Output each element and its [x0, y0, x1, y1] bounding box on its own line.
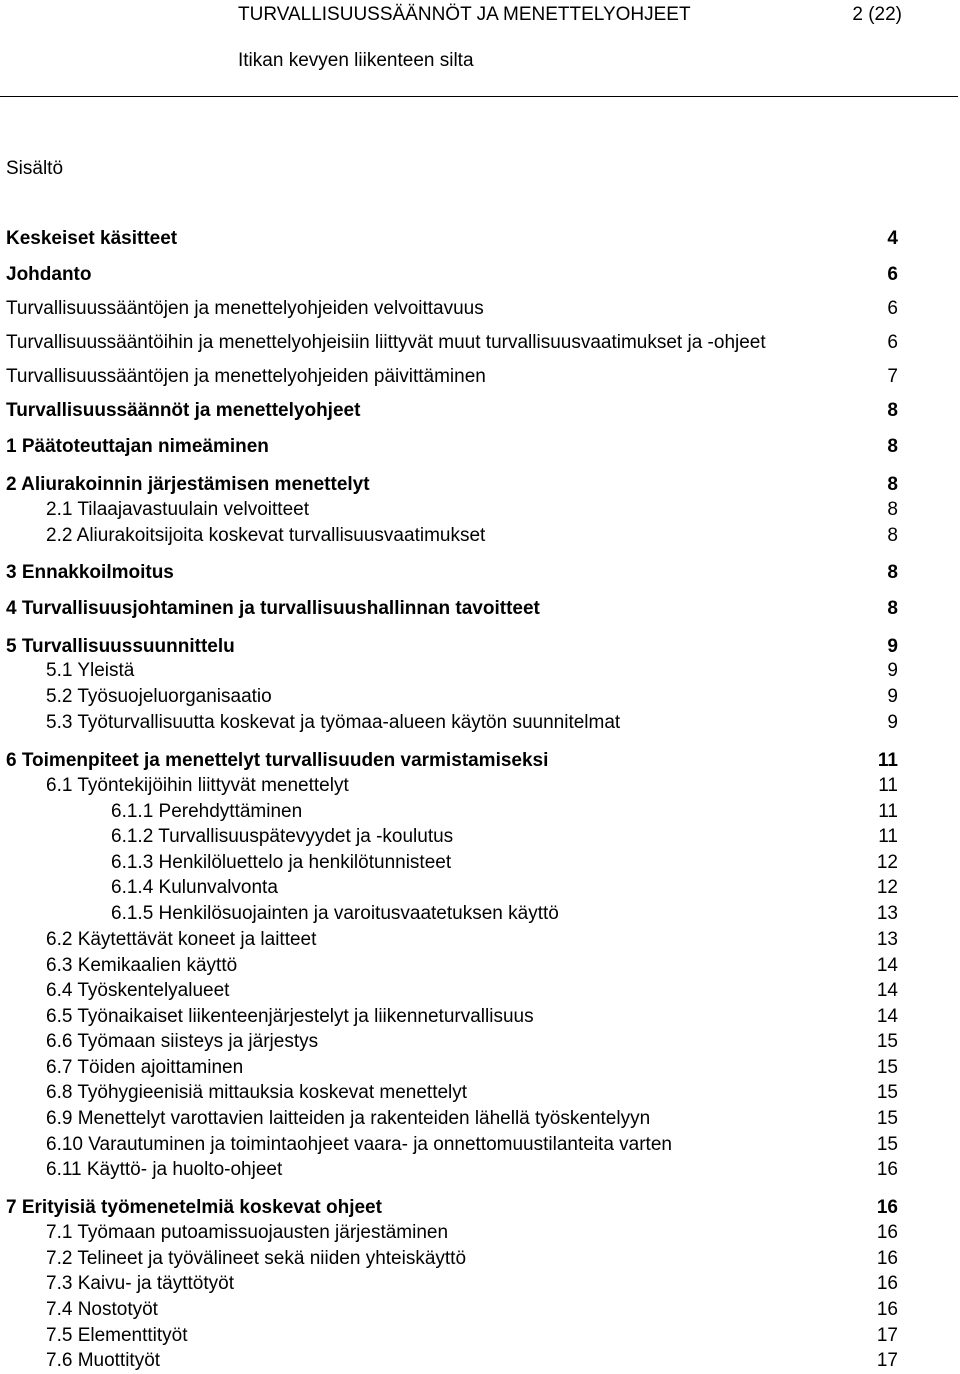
toc-entry-title: 7.2 Telineet ja työvälineet sekä niiden yhteiskäyttö [46, 1248, 467, 1269]
toc-entry-title: 5.1 Yleistä [46, 660, 135, 681]
toc-entry-page: 13 [876, 929, 898, 950]
toc-entry-title: Turvallisuussääntöjen ja menettelyohjeiden velvoittavuus [6, 298, 484, 319]
toc-entry-title: Turvallisuussääntöjen ja menettelyohjeiden päivittäminen [6, 366, 486, 387]
toc-entry-page: 8 [887, 400, 898, 421]
toc-entry-title: 7.5 Elementtityöt [46, 1325, 188, 1346]
toc-entry-page: 8 [887, 474, 898, 495]
toc-entry-title: Turvallisuussäännöt ja menettelyohjeet [6, 400, 361, 421]
toc-entry-page: 14 [876, 955, 898, 976]
toc-entry[interactable] [6, 955, 898, 977]
page-number: 2 (22) [852, 4, 902, 25]
toc-entry[interactable] [6, 1159, 898, 1181]
toc-entry[interactable] [6, 980, 898, 1002]
toc-entry[interactable] [6, 852, 898, 874]
toc-entry-title: 6.1.3 Henkilöluettelo ja henkilötunnisteet [111, 852, 452, 873]
toc-entry-page: 14 [876, 1006, 898, 1027]
toc-entry-page: 15 [876, 1031, 898, 1052]
toc-entry-title: 5 Turvallisuussuunnittelu [6, 636, 235, 657]
toc-entry-title: 7.4 Nostotyöt [46, 1299, 158, 1320]
toc-entry[interactable] [6, 499, 898, 521]
toc-entry-page: 11 [877, 750, 898, 771]
toc-entry[interactable] [6, 1222, 898, 1244]
toc-entry-page: 16 [876, 1197, 898, 1218]
toc-entry-page: 15 [876, 1082, 898, 1103]
toc-entry-title: 6.1 Työntekijöihin liittyvät menettelyt [46, 775, 349, 796]
toc-entry[interactable] [6, 801, 898, 823]
toc-entry[interactable] [6, 1031, 898, 1053]
toc-entry[interactable] [6, 332, 898, 354]
toc-entry-page: 9 [887, 712, 898, 733]
toc-entry-title: 6.6 Työmaan siisteys ja järjestys [46, 1031, 319, 1052]
toc-entry-page: 16 [876, 1159, 898, 1180]
toc-entry-title: Johdanto [6, 264, 92, 285]
toc-entry[interactable] [6, 1350, 898, 1372]
toc-entry[interactable] [6, 298, 898, 320]
toc-entry-title: 6.5 Työnaikaiset liikenteenjärjestelyt ja liikenneturvallisuus [46, 1006, 534, 1027]
toc-entry[interactable] [6, 366, 898, 388]
toc-entry-page: 6 [887, 298, 898, 319]
toc-entry[interactable] [6, 877, 898, 899]
toc-entry-page: 16 [876, 1273, 898, 1294]
toc-entry[interactable] [6, 1299, 898, 1321]
toc-entry-title: 3 Ennakkoilmoitus [6, 562, 174, 583]
toc-entry-page: 15 [876, 1057, 898, 1078]
toc-entry[interactable] [6, 228, 898, 250]
toc-entry[interactable] [6, 686, 898, 708]
toc-entry-title: 2.2 Aliurakoitsijoita koskevat turvallisuusvaatimukset [46, 525, 486, 546]
toc-entry[interactable] [6, 562, 898, 584]
toc-entry[interactable] [6, 712, 898, 734]
toc-entry-page: 12 [876, 877, 898, 898]
toc-entry[interactable] [6, 1082, 898, 1104]
toc-entry-title: 7 Erityisiä työmenetelmiä koskevat ohjeet [6, 1197, 382, 1218]
toc-entry-page: 14 [876, 980, 898, 1001]
toc-entry-page: 8 [887, 562, 898, 583]
toc-entry-title: 6.10 Varautuminen ja toimintaohjeet vaara- ja onnettomuustilanteita varten [46, 1134, 672, 1155]
toc-entry-title: 6.8 Työhygieenisiä mittauksia koskevat menettelyt [46, 1082, 468, 1103]
toc-entry-page: 15 [876, 1108, 898, 1129]
toc-entry-page: 13 [876, 903, 898, 924]
toc-entry[interactable] [6, 826, 898, 848]
toc-entry-page: 16 [876, 1299, 898, 1320]
toc-entry-page: 16 [876, 1222, 898, 1243]
toc-entry[interactable] [6, 1273, 898, 1295]
toc-entry-page: 9 [887, 636, 898, 657]
toc-entry[interactable] [6, 1134, 898, 1156]
toc-entry[interactable] [6, 636, 898, 658]
toc-entry[interactable] [6, 598, 898, 620]
toc-entry-title: 6.1.1 Perehdyttäminen [111, 801, 303, 822]
toc-entry-title: 6.2 Käytettävät koneet ja laitteet [46, 929, 317, 950]
toc-entry-page: 9 [887, 686, 898, 707]
toc-entry-title: 7.1 Työmaan putoamissuojausten järjestäminen [46, 1222, 449, 1243]
toc-entry-page: 6 [887, 264, 898, 285]
toc-entry[interactable] [6, 525, 898, 547]
toc-entry[interactable] [6, 474, 898, 496]
toc-entry[interactable] [6, 660, 898, 682]
toc-entry-title: 6.1.5 Henkilösuojainten ja varoitusvaatetuksen käyttö [111, 903, 559, 924]
toc-entry-title: 4 Turvallisuusjohtaminen ja turvallisuushallinnan tavoitteet [6, 598, 540, 619]
toc-entry-page: 8 [887, 499, 898, 520]
toc-entry-title: 6.3 Kemikaalien käyttö [46, 955, 238, 976]
toc-entry-title: 2 Aliurakoinnin järjestämisen menettelyt [6, 474, 370, 495]
document-title: TURVALLISUUSSÄÄNNÖT JA MENETTELYOHJEET [238, 4, 691, 25]
toc-entry-page: 17 [876, 1325, 898, 1346]
project-name: Itikan kevyen liikenteen silta [238, 50, 474, 71]
toc-entry-title: 5.3 Työturvallisuutta koskevat ja työmaa-alueen käytön suunnitelmat [46, 712, 621, 733]
toc-entry-title: 6.11 Käyttö- ja huolto-ohjeet [46, 1159, 283, 1180]
toc-entry-title: 7.6 Muottityöt [46, 1350, 161, 1371]
toc-entry[interactable] [6, 436, 898, 458]
toc-entry-page: 9 [887, 660, 898, 681]
toc-entry-title: 6.4 Työskentelyalueet [46, 980, 230, 1001]
toc-entry-title: 7.3 Kaivu- ja täyttötyöt [46, 1273, 234, 1294]
toc-heading: Sisältö [6, 158, 64, 179]
toc-entry-title: 5.2 Työsuojeluorganisaatio [46, 686, 272, 707]
toc-entry[interactable] [6, 400, 898, 422]
toc-entry-title: 6.9 Menettelyt varottavien laitteiden ja rakenteiden lähellä työskentelyyn [46, 1108, 651, 1129]
toc-entry-title: 2.1 Tilaajavastuulain velvoitteet [46, 499, 309, 520]
toc-entry[interactable] [6, 1057, 898, 1079]
toc-entry-title: 1 Päätoteuttajan nimeäminen [6, 436, 269, 457]
toc-entry-title: 6.1.2 Turvallisuuspätevyydet ja -koulutus [111, 826, 454, 847]
toc-entry-page: 11 [878, 801, 898, 822]
toc-entry[interactable] [6, 1108, 898, 1130]
toc-entry[interactable] [6, 750, 898, 772]
toc-entry[interactable] [6, 775, 898, 797]
toc-entry[interactable] [6, 1006, 898, 1028]
toc-entry-page: 4 [887, 228, 898, 249]
toc-entry-title: 6.7 Töiden ajoittaminen [46, 1057, 244, 1078]
toc-entry-page: 6 [887, 332, 898, 353]
toc-entry-page: 17 [876, 1350, 898, 1371]
toc-entry-page: 16 [876, 1248, 898, 1269]
toc-entry-title: 6.1.4 Kulunvalvonta [111, 877, 278, 898]
toc-entry-page: 11 [878, 826, 898, 847]
toc-entry[interactable] [6, 903, 898, 925]
toc-entry-page: 11 [878, 775, 898, 796]
toc-entry-page: 7 [887, 366, 898, 387]
toc-entry[interactable] [6, 264, 898, 286]
toc-entry-title: 6 Toimenpiteet ja menettelyt turvallisuuden varmistamiseksi [6, 750, 549, 771]
toc-entry[interactable] [6, 1325, 898, 1347]
toc-entry-page: 8 [887, 598, 898, 619]
toc-entry-title: Keskeiset käsitteet [6, 228, 178, 249]
toc-entry-page: 8 [887, 436, 898, 457]
toc-entry[interactable] [6, 1197, 898, 1219]
toc-entry-page: 8 [887, 525, 898, 546]
toc-entry-page: 12 [876, 852, 898, 873]
header-divider [0, 96, 958, 97]
toc-entry[interactable] [6, 1248, 898, 1270]
toc-entry[interactable] [6, 929, 898, 951]
toc-entry-title: Turvallisuussääntöihin ja menettelyohjeisiin liittyvät muut turvallisuusvaatimukset ja -ohjeet [6, 332, 766, 353]
toc-entry-page: 15 [876, 1134, 898, 1155]
